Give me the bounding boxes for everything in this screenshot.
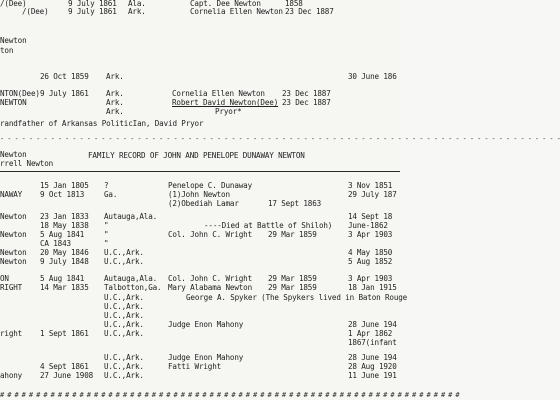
cell-death: 3 Nov 1851 (348, 181, 393, 190)
row7-spouse: Pryor* (215, 107, 242, 116)
cell-spouse: ----Died at Battle of Shiloh) (204, 221, 333, 230)
cell-place: U.C.,Ark. (104, 302, 144, 311)
cell-place: " (104, 239, 109, 248)
section-divider-rule: - - - - - - - - - - - - - - - - - - - - - - - - - - - - - - - - - - - - - - - - - - - - - - - - - - - - - - - - - - - - - - - - - - - - - - - - - - - - - - (0, 135, 560, 143)
cell-death: June-1862 (348, 221, 388, 230)
row1-date: 9 July 1861 (68, 7, 117, 16)
cell-sdate: 29 Mar 1859 (268, 274, 317, 283)
cell-place: Autauga,Ala. (104, 212, 158, 221)
cell-date: 4 Sept 1861 (40, 362, 89, 371)
cell-death: 3 Apr 1903 (348, 230, 393, 239)
row5-name: NTON(Dee) (0, 89, 40, 98)
top-row-name: /(Dee) (0, 0, 27, 8)
row7-place: Ark. (106, 107, 124, 116)
cell-spouse: Penelope C. Dunaway (168, 181, 253, 190)
cell-place: U.C.,Ark. (104, 320, 144, 329)
cell-death: 29 July 187 (348, 190, 397, 199)
cell-death: 18 Jan 1915 (348, 283, 397, 292)
row6-name: NEWTON (0, 98, 27, 107)
cell-name: Newton (0, 230, 27, 239)
header-rule (0, 171, 400, 172)
row6-spouse: Robert David Newton(Dee) (172, 98, 279, 107)
cell-place: Autauga,Ala. (104, 274, 158, 283)
row5-date: 9 July 1861 (40, 89, 89, 98)
pryor-note: randfather of Arkansas PoliticIan, David Pryor (0, 119, 204, 128)
cell-death: 28 June 194 (348, 320, 397, 329)
cell-spouse: Col. John C. Wright (168, 274, 253, 283)
cell-death: 3 Apr 1903 (348, 274, 393, 283)
header-left-2: rrell Newton (0, 159, 54, 168)
cell-place: U.C.,Ark. (104, 329, 144, 338)
cell-name: Newton (0, 212, 27, 221)
cell-date: 20 May 1846 (40, 248, 89, 257)
top-row-place: Ala. (128, 0, 146, 8)
cell-spouse: (1)John Newton (168, 190, 230, 199)
cell-spouse: Mary Alabama Newton (168, 283, 253, 292)
cell-place: U.C.,Ark. (104, 257, 144, 266)
cell-place: U.C.,Ark. (104, 371, 144, 380)
row2-name: Newton (0, 36, 27, 45)
cell-name: Newton (0, 257, 27, 266)
row1-spouse: Cornelia Ellen Newton (190, 7, 283, 16)
cell-date: 18 May 1838 (40, 221, 89, 230)
row1-name: /(Dee) (22, 7, 49, 16)
cell-date: CA 1843 (40, 239, 71, 248)
cell-place: U.C.,Ark. (104, 311, 144, 320)
cell-spouse: George A. Spyker (The Spykers lived in Baton Rouge (186, 293, 408, 302)
cell-place: " (104, 221, 109, 230)
top-row-date: 9 July 1861 (68, 0, 117, 8)
bottom-hash-rule: # # # # # # # # # # # # # # # # # # # # # # # # # # # # # # # # # # # # # # # # # # # # # # # # # # # # # # # # # # # # # # # # (0, 391, 460, 399)
row1-place: Ark. (128, 7, 146, 16)
cell-date: 15 Jan 1805 (40, 181, 89, 190)
cell-name: RIGHT (0, 283, 23, 292)
row5-spouse: Cornelia Ellen Newton (172, 89, 265, 98)
cell-date: 27 June 1908 (40, 371, 94, 380)
cell-spouse: Fatti Wright (168, 362, 222, 371)
row6-place: Ark. (106, 98, 124, 107)
cell-date: 5 Aug 1841 (40, 274, 85, 283)
cell-death: 28 June 194 (348, 353, 397, 362)
row5-sdate: 23 Dec 1887 (282, 89, 331, 98)
cell-death: 4 May 1850 (348, 248, 393, 257)
row4-place: Ark. (106, 72, 124, 81)
cell-spouse: (2)Obediah Lamar (168, 199, 239, 208)
row4-death: 30 June 186 (348, 72, 397, 81)
cell-death: 28 Aug 1920 (348, 362, 397, 371)
cell-place: U.C.,Ark. (104, 353, 144, 362)
cell-name: ahony (0, 371, 23, 380)
cell-sdate: 29 Mar 1859 (268, 230, 317, 239)
row5-place: Ark. (106, 89, 124, 98)
cell-place: ? (104, 181, 109, 190)
cell-name: right (0, 329, 23, 338)
cell-death: 5 Aug 1852 (348, 257, 393, 266)
cell-name: NAWAY (0, 190, 23, 199)
cell-death: 1 Apr 1862 (348, 329, 393, 338)
row1-sdate: 23 Dec 1887 (285, 7, 334, 16)
cell-sdate: 17 Sept 1863 (268, 199, 322, 208)
cell-place: " (104, 230, 109, 239)
cell-place: Talbotton,Ga. (104, 283, 162, 292)
cell-place: U.C.,Ark. (104, 248, 144, 257)
cell-spouse: Col. John C. Wright (168, 230, 253, 239)
row3-name: ton (0, 46, 14, 55)
cell-place: U.C.,Ark. (104, 362, 144, 371)
cell-spouse: Judge Enon Mahony (168, 353, 244, 362)
cell-date: 14 Mar 1835 (40, 283, 89, 292)
cell-death: 1867(infant (348, 338, 397, 347)
cell-date: 9 July 1848 (40, 257, 89, 266)
header-left-1: Newton (0, 150, 27, 159)
cell-place: U.C.,Ark. (104, 293, 144, 302)
cell-place: Ga. (104, 190, 118, 199)
family-record-title: FAMILY RECORD OF JOHN AND PENELOPE DUNAWAY NEWTON (88, 151, 305, 160)
cell-date: 5 Aug 1841 (40, 230, 85, 239)
cell-name: ON (0, 274, 9, 283)
cell-death: 14 Sept 18 (348, 212, 393, 221)
cell-date: 23 Jan 1833 (40, 212, 89, 221)
cell-name: Newton (0, 248, 27, 257)
cell-death: 11 June 191 (348, 371, 397, 380)
top-row-sdate: 1858 (285, 0, 303, 8)
cell-spouse: Judge Enon Mahony (168, 320, 244, 329)
row6-sdate: 23 Dec 1887 (282, 98, 331, 107)
cell-date: 9 Oct 1813 (40, 190, 85, 199)
cell-date: 1 Sept 1861 (40, 329, 89, 338)
row4-date: 26 Oct 1859 (40, 72, 89, 81)
top-row-spouse: Capt. Dee Newton (190, 0, 261, 8)
cell-sdate: 29 Mar 1859 (268, 283, 317, 292)
